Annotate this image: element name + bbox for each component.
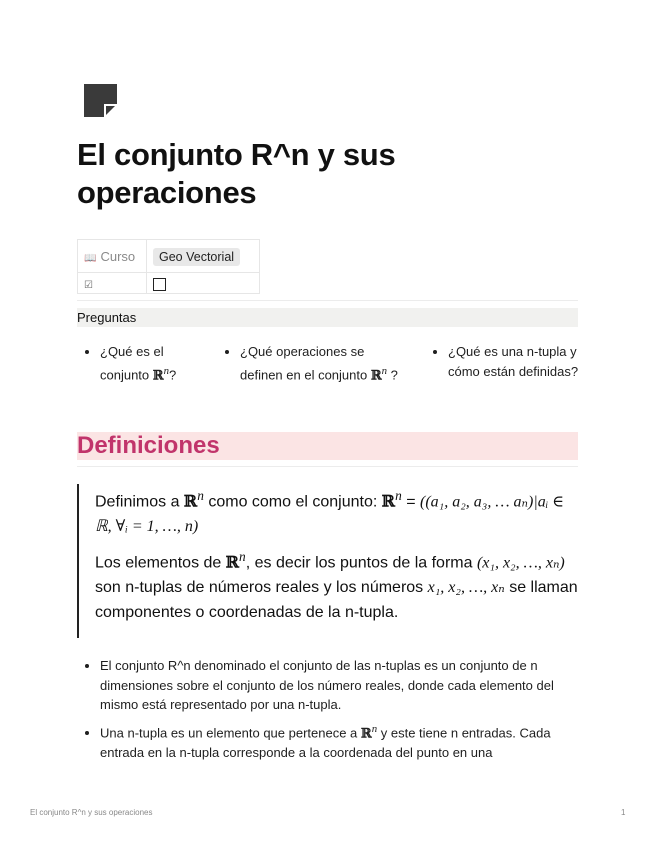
page-title: El conjunto R^n y sus operaciones	[77, 137, 396, 210]
footer-title: El conjunto R^n y sus operaciones	[30, 808, 153, 817]
section-heading: Definiciones	[77, 432, 578, 460]
quote-paragraph: Definimos a ℝ$^n$ como como el conjunto: ℝ$^n$ = ((a₁, a₂, a₃, … aₙ)|aᵢ ∈ ℝ, ∀ᵢ = 1, …, n)	[95, 488, 565, 535]
property-curso-row	[78, 240, 260, 273]
property-label-curso	[78, 240, 147, 273]
divider	[77, 300, 578, 301]
page-number: 1	[621, 808, 626, 817]
question-column-1	[77, 342, 205, 385]
checkbox-property-icon: ☑	[84, 279, 93, 291]
course-tag[interactable]: Geo Vectorial	[153, 248, 240, 266]
bullet-list	[77, 656, 582, 768]
question-item: • ¿Qué operaciones se definen en el conjunto ℝ$^n$ ?	[240, 342, 407, 385]
list-item: • Una n-tupla es un elemento que pertenece a ℝ$^n$ y este tiene n entradas. Cada entrada en la n-tupla corresponde a la coordenada del punto en una	[100, 720, 582, 763]
question-column-3	[425, 342, 585, 381]
book-icon: 📖	[84, 252, 97, 264]
list-item: • El conjunto R^n denominado el conjunto de las n-tuplas es un conjunto de n dimensiones sobre el conjunto de los número reales, donde cada elemento del mismo está representado por una n-tupla.	[100, 656, 582, 715]
definition-quote	[77, 484, 578, 638]
questions-header: Preguntas	[77, 308, 578, 327]
property-curso-label: Curso	[100, 248, 136, 264]
property-checkbox-value[interactable]	[147, 273, 260, 294]
divider	[77, 466, 578, 467]
question-item: • ¿Qué es el conjunto ℝ$^n$?	[100, 342, 205, 385]
checkbox[interactable]	[153, 278, 166, 291]
property-curso-value[interactable]	[147, 240, 260, 273]
quote-paragraph: Los elementos de ℝ$^n$, es decir los puntos de la forma (x₁, x₂, …, xₙ) son n-tuplas de números reales y los números x₁, x₂, …, xₙ se llaman componentes o coordenadas de la n-tupla.	[95, 549, 578, 621]
property-checkbox-row	[78, 273, 260, 294]
properties-table	[77, 239, 260, 294]
question-item: • ¿Qué es una n-tupla y cómo están definidas?	[448, 342, 585, 381]
property-label-checkbox	[78, 273, 147, 294]
question-column-2	[217, 342, 407, 385]
set-formula: ((a₁, a₂, a₃, … aₙ)|aᵢ ∈ ℝ, ∀ᵢ = 1, …, n)	[95, 493, 565, 535]
note-icon	[84, 84, 117, 117]
